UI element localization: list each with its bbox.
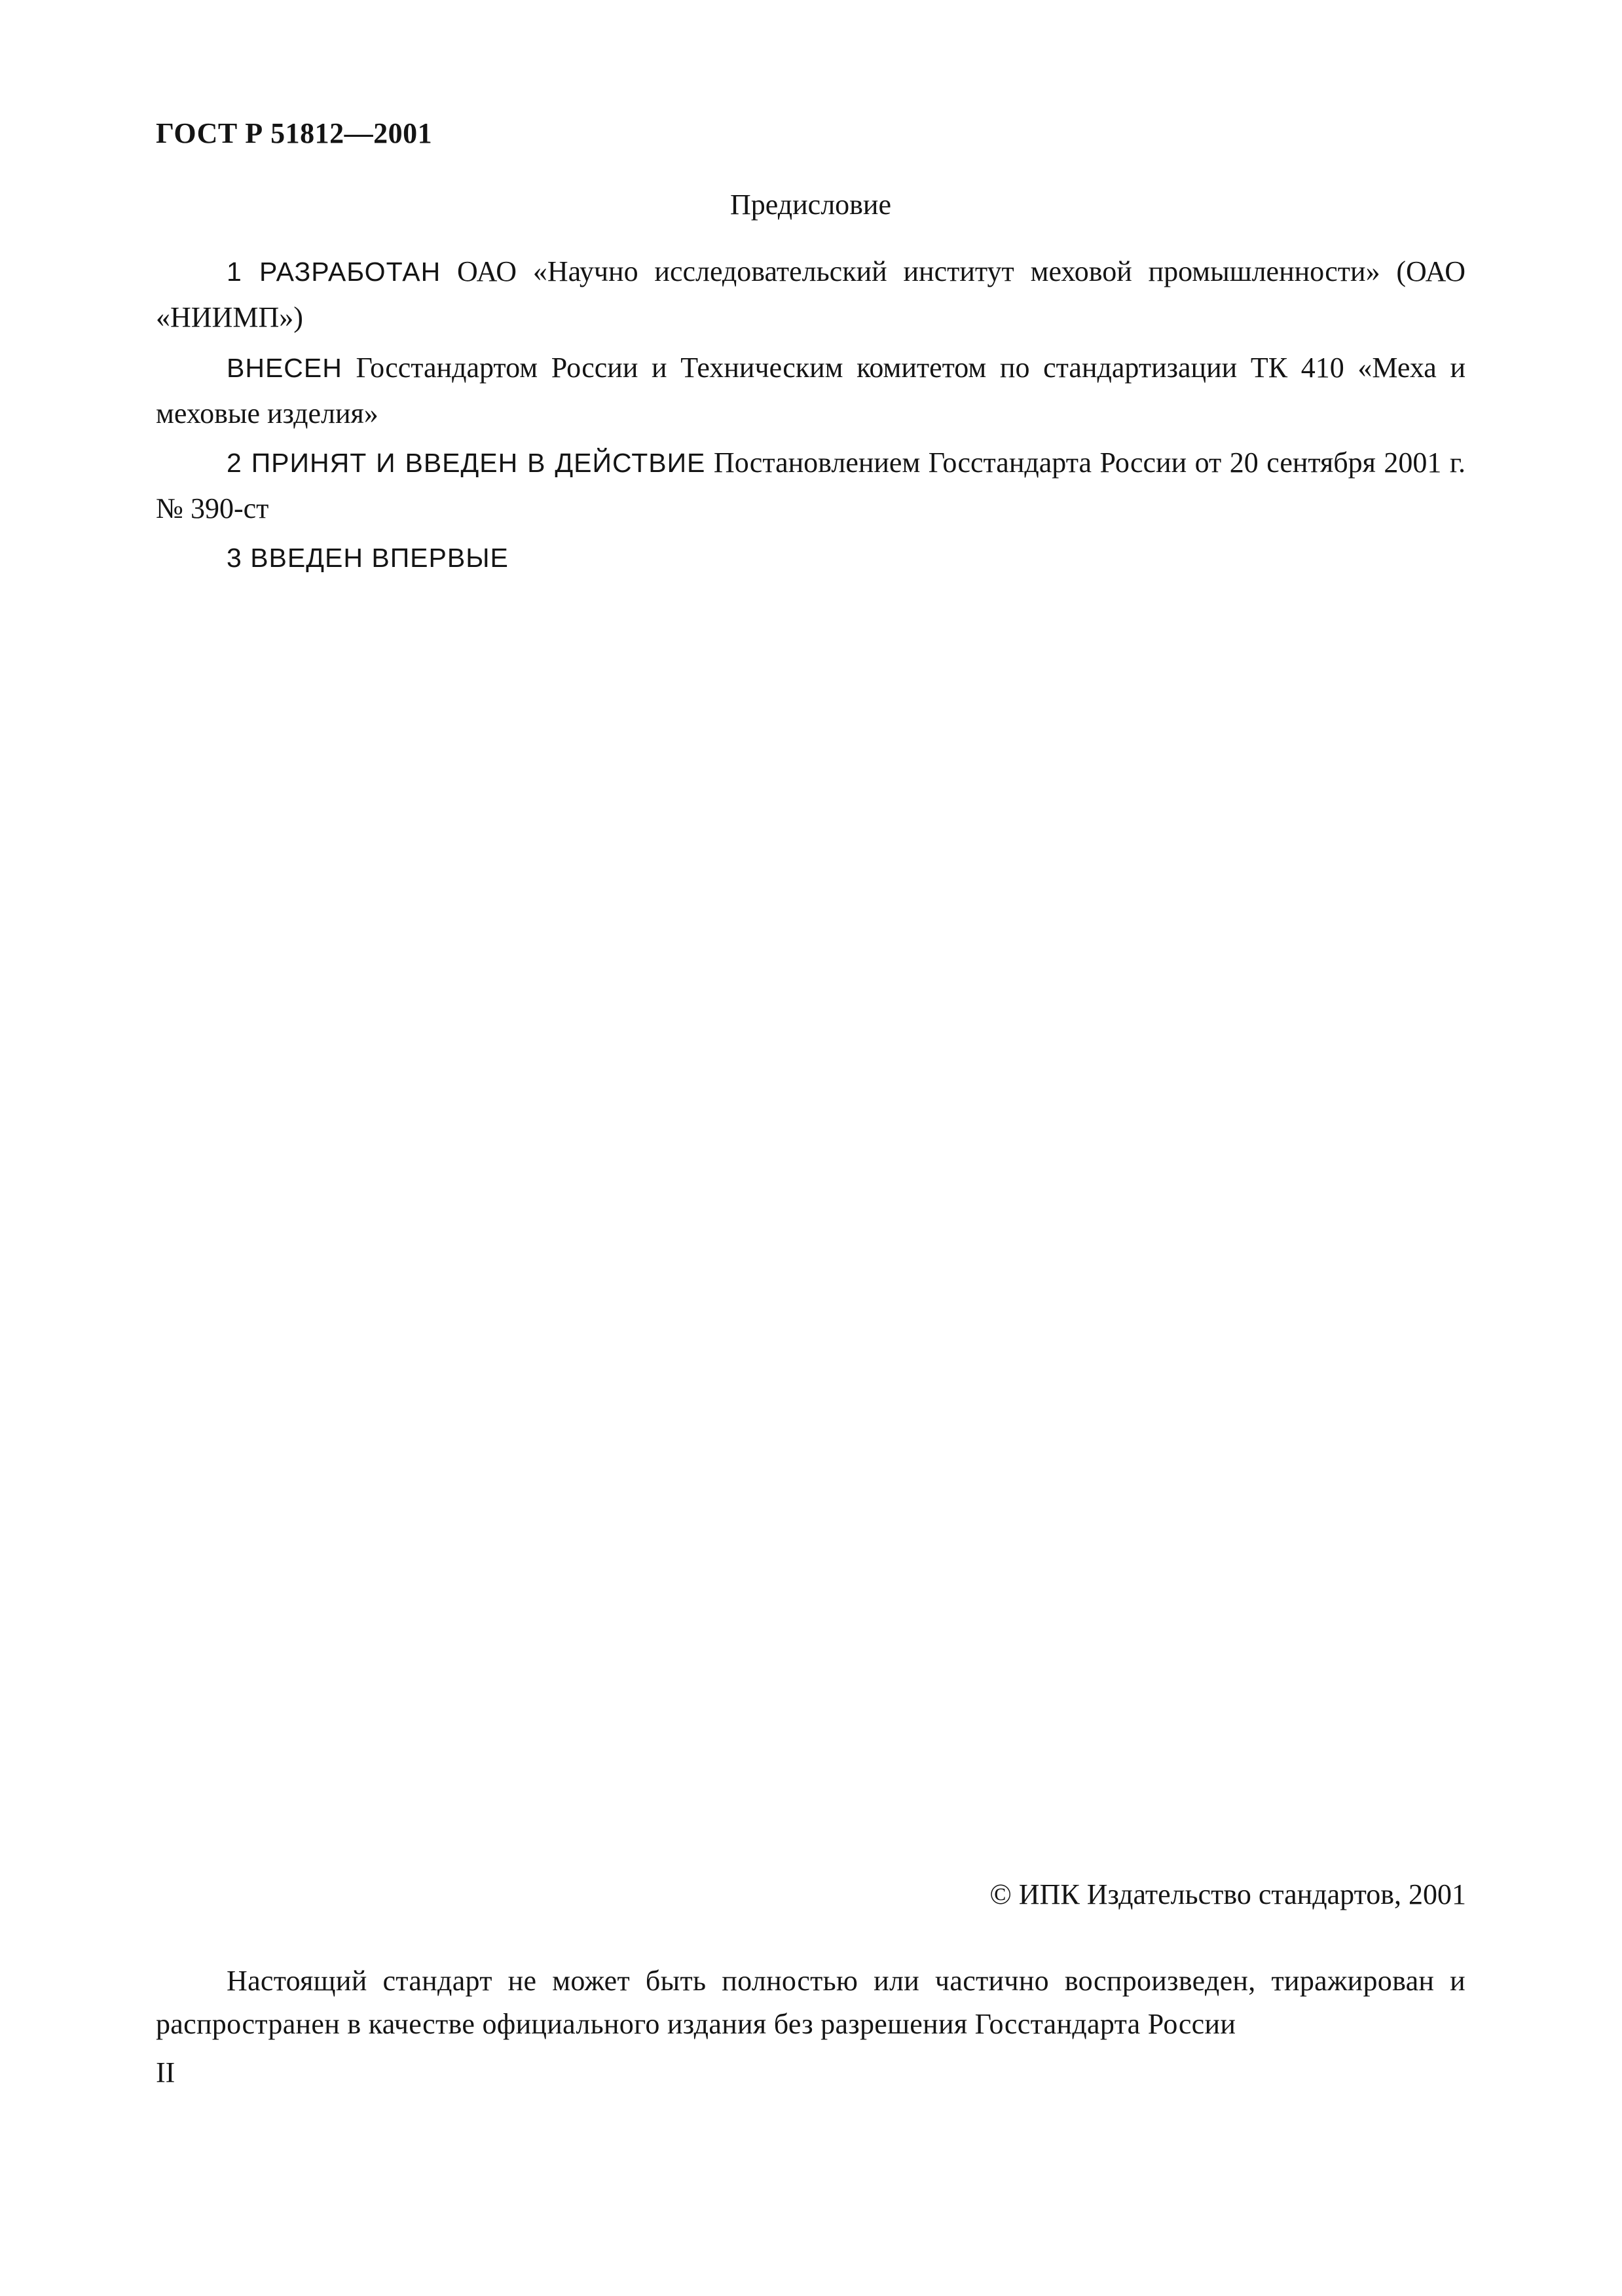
- item-text: Госстандартом России и Техническим комитетом по стандартизации ТК 410 «Меха и меховые изделия»: [156, 352, 1465, 429]
- item-lead: 2 ПРИНЯТ И ВВЕДЕН В ДЕЙСТВИЕ: [227, 448, 706, 478]
- foreword-title: Предисловие: [730, 189, 891, 221]
- document-id-header: ГОСТ Р 51812—2001: [156, 117, 433, 149]
- foreword-item-submitted: [156, 345, 1465, 437]
- item-lead: ВНЕСЕН: [227, 353, 342, 383]
- item-lead: 3 ВВЕДЕН ВПЕРВЫЕ: [227, 543, 509, 573]
- foreword-item-2: [156, 440, 1465, 532]
- foreword-item-1: [156, 249, 1465, 340]
- foreword-item-3: [156, 535, 1465, 581]
- item-text: ОАО «Научно исследовательский институт меховой промышленности» (ОАО «НИИМП»): [156, 255, 1465, 333]
- copyright-line: © ИПК Издательство стандартов, 2001: [989, 1878, 1466, 1910]
- page-number: II: [156, 2056, 175, 2088]
- item-lead: 1 РАЗРАБОТАН: [227, 257, 441, 287]
- reproduction-notice: Настоящий стандарт не может быть полностью или частично воспроизведен, тиражирован и распространен в качестве официального издания без разрешения Госстандарта России: [156, 1965, 1465, 2040]
- item-text: Постановлением Госстандарта России от 20 сентября 2001 г. № 390-ст: [156, 446, 1466, 524]
